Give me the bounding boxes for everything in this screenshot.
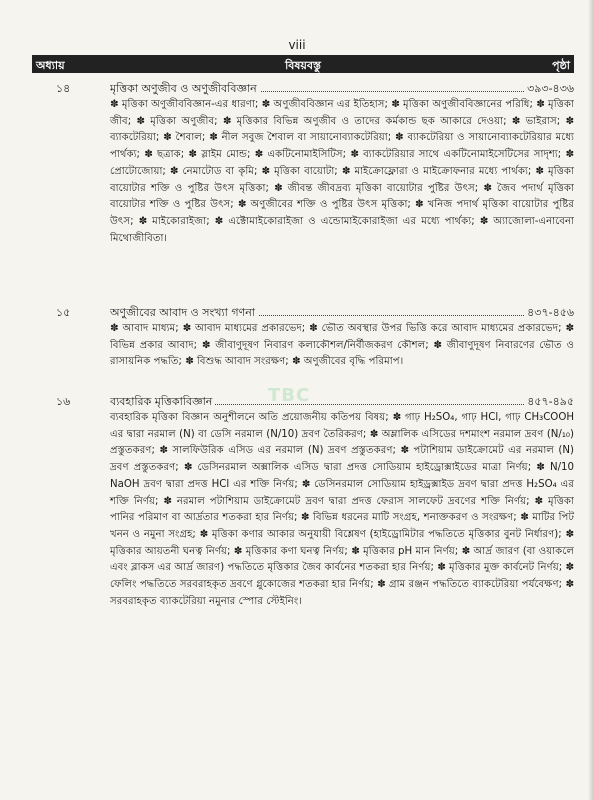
chapter-topics: ✽ মৃত্তিকা অণুজীববিজ্ঞান-এর ধারণা; ✽ অণুজীববিজ্ঞান এর ইতিহাস; ✽ মৃত্তিকা অণুজীববিজ্ঞানের পরিধি; ✽ মৃত্তিকা জীব; ✽ মৃত্তিকা অণুজীব; ✽ মৃত্তিকার বিভিন্ন অণুজীব ও তাদের কর্মকান্ড ছক আকারে দেওয়া; ✽ ভাইরাস; ✽ ব্যাকটেরিয়া; ✽ শৈবাল; ✽ নীল সবুজ শৈবাল বা সায়ানোব্যাকটেরিয়া; ✽ ব্যাকটেরিয়া ও সায়ানোব্যাকটেরিয়ার মধ্যে পার্থক্য; ✽ ছত্রাক; ✽ স্লাইম মোন্ড; ✽ একটিনোমাইসিটিস; ✽ ব্যাকটেরিয়ার সাথে একটিনোমাইসেটিসের সাদৃশ্য; ✽ প্রোটোজোয়া; ✽ নেমাটোড বা কৃমি; ✽ মৃত্তিকা বায়োটা; ✽ মাইক্রোফ্লোরা ও মাইক্রোফনার মধ্যে পার্থক্য; ✽ মৃত্তিকা বায়োটার শক্তি ও পুষ্টির উৎস মৃত্তিকা; ✽ জীবন্ত জীবদ্রব্য মৃত্তিকা বায়োটার পুষ্টির উৎস; ✽ জৈব পদার্থ মৃত্তিকা বায়োটার শক্তি ও পুষ্টির উৎস; ✽ অণুজীবের শক্তি ও পুষ্টির উৎস মৃত্তিকা; ✽ খনিজ পদার্থ মৃত্তিকা বায়োটার পুষ্টির উৎস; ✽ মাইকোরাইজা; ✽ এক্টোমাইকোরাইজা ও এন্ডোমাইকোরাইজা এর মধ্যে পার্থক্য; ✽ অ্যাজোলা-এনাবেনা মিথোজীবিতা। bbox=[110, 99, 574, 244]
page-number: viii bbox=[288, 38, 306, 52]
chapter-column-label: অধ্যায় bbox=[36, 59, 65, 72]
chapter-title: মৃত্তিকা অণুজীব ও অণুজীববিজ্ঞান bbox=[110, 82, 260, 95]
chapter-topics: ব্যবহারিক মৃত্তিকা বিজ্ঞান অনুশীলনে অতি প্রয়োজনীয় কতিপয় বিষয়; ✽ গাঢ় H₂SO₄, গাঢ় HCl, গাঢ় CH₃COOH এর দ্বারা নরমাল (N) বা ডেসি নরমাল (N/10) দ্রবণ তৈরিকরণ; ✽ অম্লালিক এসিডের দশমাংশ নরমাল দ্রবণ (N/₁₀) প্রস্তুতকরণ; ✽ সালফিউরিক এসিড এর নরমাল (N) দ্রবণ প্রস্তুতকরণ; ✽ পটাশিয়াম ডাইক্রোমেট এর নরমাল (N) দ্রবণ প্রস্তুতকরণ; ✽ ডেসিনরমাল অক্সালিক এসিড দ্বারা প্রদত্ত সোডিয়াম হাইড্রোক্সাইডের মাত্রা নির্ণয়; ✽ N/10 NaOH দ্রবণ দ্বারা প্রদত্ত HCl এর শক্তি নির্ণয়; ✽ ডেসিনরমাল সোডিয়াম হাইড্রক্সাইড দ্রবণ দ্বারা প্রদত্ত H₂SO₄ এর শক্তি নির্ণয়; ✽ নরমাল পটাশিয়াম ডাইক্রোমেট দ্রবণ দ্বারা প্রদত্ত ফেরাস সালফেট দ্রবণের শক্তি নির্ণয়; ✽ মৃত্তিকা পানির পরিমাণ বা আর্দ্রতার শতকরা হার নির্ণয়; ✽ বিভিন্ন ধরনের মাটি সংগ্রহ, শনাক্তকরণ ও সংরক্ষণ; ✽ মাটির পিট খনন ও নমুনা সংগ্রহ; ✽ মৃত্তিকা কণার আকার অনুযায়ী বিশ্লেষণ (হাইড্রোমিটার পদ্ধতিতে মৃত্তিকার বুনট নির্ধারণ); ✽ মৃত্তিকার আয়তনী ঘনত্ব নির্ণয়; ✽ মৃত্তিকার কণা ঘনত্ব নির্ণয়; ✽ মৃত্তিকার pH মান নির্ণয়; ✽ আর্দ্র জারণ (বা ওয়াকলে এবং ব্লাকস এর আর্দ্র জারণ) পদ্ধতিতে মৃত্তিকার জৈব কার্বনের শতকরা হার নির্ণয়; ✽ মৃত্তিকার মুক্ত কার্বনেট নির্ণয়; ✽ ফেলিং পদ্ধতিতে সরবরাহকৃত দ্রবণে গ্লুকোজের শতকরা হার নির্ণয়; ✽ গ্রাম রঞ্জন পদ্ধতিতে ব্যাকটেরিয়া পর্যবেক্ষণ; ✽ সরবরাহকৃত ব্যাকটেরিয়া নমুনার স্পোর স্টেইনিং। bbox=[110, 412, 574, 607]
watermark-logo: TBC bbox=[268, 385, 311, 406]
chapter-number: ১৪ bbox=[56, 82, 71, 95]
chapter-page-range: ৩৯৩-৪৩৬ bbox=[524, 80, 574, 99]
chapter-number: ১৫ bbox=[56, 306, 71, 319]
chapter-page-range: ৪৩৭-৪৫৬ bbox=[524, 304, 574, 323]
contents-column-label: বিষয়বস্তু bbox=[285, 59, 321, 72]
chapter-title: অণুজীবের আবাদ ও সংখ্যা গণনা bbox=[110, 306, 258, 319]
chapter-title: ব্যবহারিক মৃত্তিকাবিজ্ঞান bbox=[110, 395, 215, 408]
chapter-page-range: ৪৫৭-৪৯৫ bbox=[524, 393, 574, 412]
page-edge-shadow bbox=[588, 0, 594, 800]
chapter-number: ১৬ bbox=[56, 395, 71, 408]
page-column-label: পৃষ্ঠা bbox=[552, 59, 570, 72]
toc-header-bar bbox=[32, 55, 574, 73]
chapter-topics: ✽ আবাদ মাধ্যম; ✽ আবাদ মাধ্যমের প্রকারভেদ; ✽ ভৌত অবস্থার উপর ভিত্তি করে আবাদ মাধ্যমের প্রকারভেদ; ✽ বিভিন্ন প্রকার আবাদ; ✽ জীবাণুদূষণ নিবারণ কলাকৌশল/নির্বীজকরণ কৌশল; ✽ জীবাণুদূষণ নিবারণের ভৌত ও রাসায়নিক পদ্ধতি; ✽ বিশুদ্ধ আবাদ সংরক্ষণ; ✽ অণুজীবের বৃদ্ধি পরিমাপ। bbox=[110, 323, 574, 368]
